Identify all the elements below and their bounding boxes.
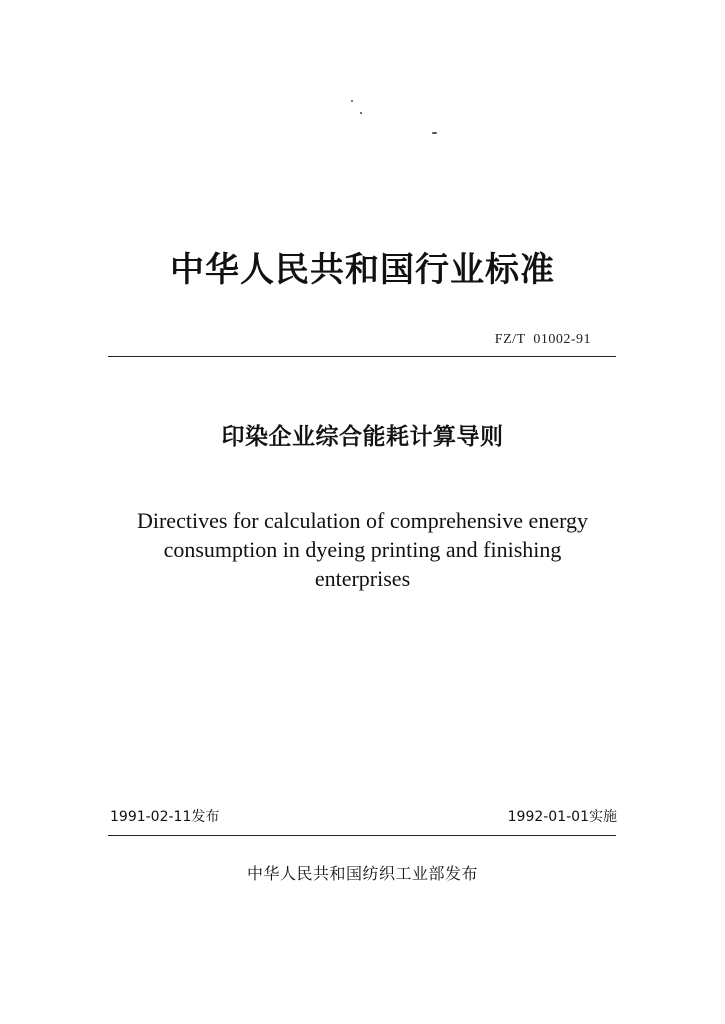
- top-divider: [108, 356, 616, 357]
- standard-number: FZ/T 01002-91: [494, 332, 591, 347]
- scan-speck: [432, 132, 437, 134]
- publisher: 中华人民共和国纺织工业部发布: [246, 864, 478, 883]
- issue-date: 1991-02-11发布: [110, 809, 220, 825]
- bottom-divider: [108, 835, 616, 836]
- english-title: [100, 506, 625, 593]
- english-title-line: enterprises: [314, 566, 411, 591]
- english-title-line: Directives for calculation of comprehensive energy: [136, 508, 589, 533]
- chinese-title: 印染企业综合能耗计算导则: [221, 424, 504, 450]
- effective-date: 1992-01-01实施: [507, 809, 617, 825]
- scan-speck: [351, 100, 353, 102]
- english-title-line: consumption in dyeing printing and finishing: [163, 537, 562, 562]
- main-title: 中华人民共和国行业标准: [170, 250, 555, 290]
- scan-speck: [360, 112, 362, 114]
